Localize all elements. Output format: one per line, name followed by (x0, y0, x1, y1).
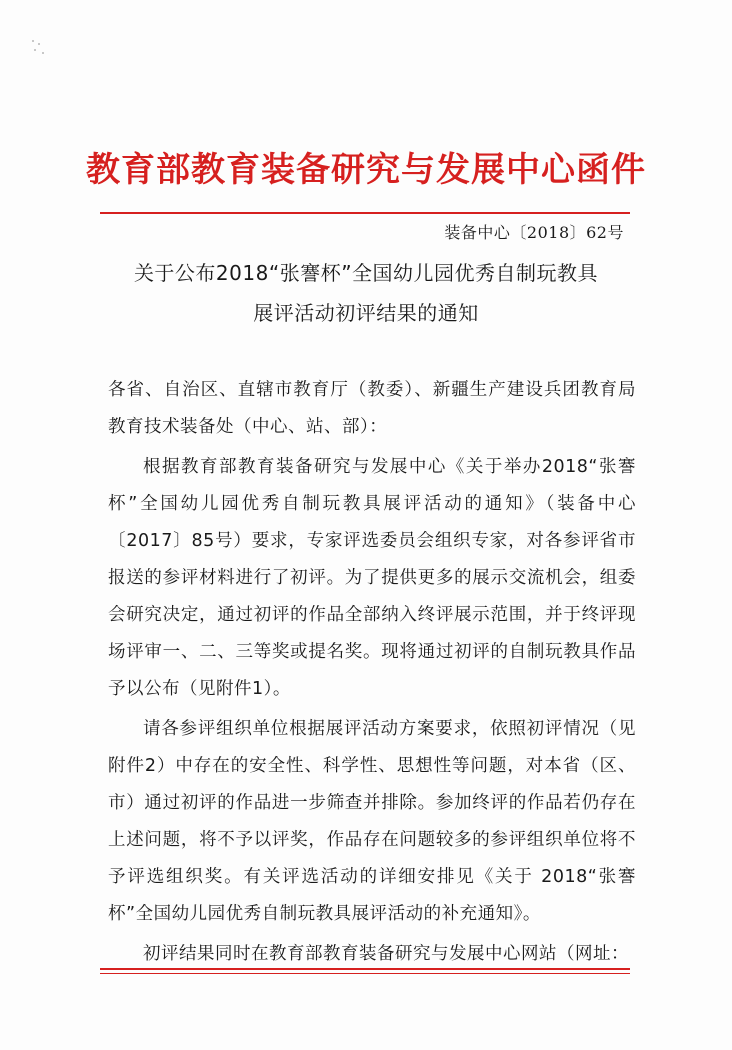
scan-specks (32, 40, 52, 60)
paragraph-2: 请各参评组织单位根据展评活动方案要求，依照初评情况（见附件2）中存在的安全性、科学性、思想性等问题，对本省（区、市）通过初评的作品进一步筛查并排除。参加终评的作品若仍存在上述问题，将不予以评奖，作品存在问题较多的参评组织单位将不予评选组织奖。有关评选活动的详细安排见《关于 2018“张謇杯”全国幼儿园优秀自制玩教具展评活动的补充通知》。 (108, 719, 636, 924)
scan-speck (34, 49, 36, 51)
scan-speck (38, 43, 40, 45)
footer-rule-thin (100, 973, 630, 974)
scan-speck (42, 52, 44, 54)
document-title-line-1: 关于公布2018“张謇杯”全国幼儿园优秀自制玩教具 (133, 261, 599, 285)
letterhead-rule (100, 212, 630, 214)
document-number: 装备中心〔2018〕62号 (444, 223, 624, 242)
document-title-line-2: 展评活动初评结果的通知 (253, 301, 479, 325)
salutation: 各省、自治区、直辖市教育厅（教委）、新疆生产建设兵团教育局教育技术装备处（中心、站、部）： (108, 380, 636, 437)
document-body (108, 372, 636, 973)
paragraph-1: 根据教育部教育装备研究与发展中心《关于举办2018“张謇杯”全国幼儿园优秀自制玩教具展评活动的通知》（装备中心〔2017〕85号）要求，专家评选委员会组织专家，对各参评省市报送的参评材料进行了初评。为了提供更多的展示交流机会，组委会研究决定，通过初评的作品全部纳入终评展示范围，并于终评现场评审一、二、三等奖或提名奖。现将通过初评的自制玩教具作品予以公布（见附件1）。 (108, 457, 636, 699)
paragraph-3: 初评结果同时在教育部教育装备研究与发展中心网站（网址： (143, 944, 629, 964)
letterhead-title: 教育部教育装备研究与发展中心函件 (86, 150, 646, 190)
footer-rule-thick (100, 968, 630, 970)
scan-speck (32, 40, 34, 42)
